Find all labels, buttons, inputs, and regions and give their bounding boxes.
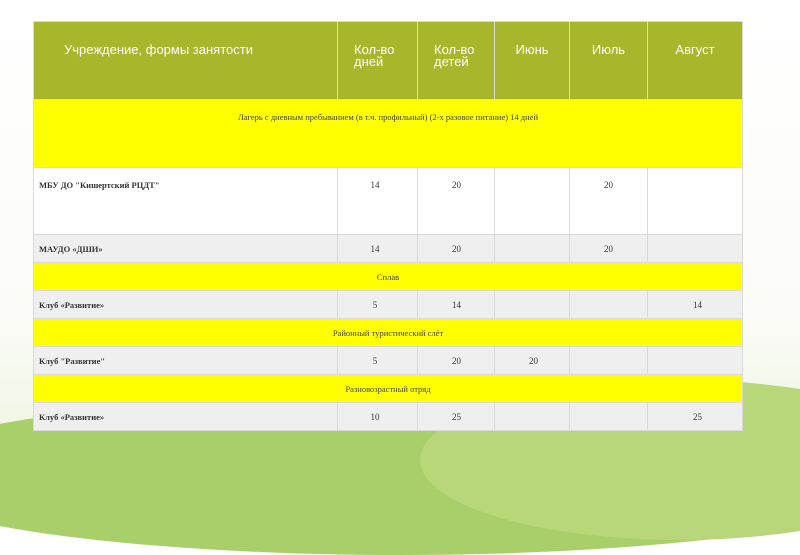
table-row xyxy=(34,403,743,431)
kids-value: 20 xyxy=(418,168,495,235)
july-value xyxy=(570,291,648,319)
institution-name: Клуб «Развитие» xyxy=(34,291,338,319)
header-days: Кол-во дней xyxy=(338,22,418,100)
section-title-mixed-age-squad: Разновозрастный отряд xyxy=(34,375,743,403)
institution-name: МАУДО «ДШИ» xyxy=(34,235,338,263)
institution-name: МБУ ДО "Кишертский РЦДТ" xyxy=(34,168,338,235)
institution-name: Клуб "Развитие" xyxy=(34,347,338,375)
section-row xyxy=(34,319,743,347)
august-value: 14 xyxy=(648,291,743,319)
days-value: 5 xyxy=(338,291,418,319)
header-june: Июнь xyxy=(495,22,570,100)
august-value xyxy=(648,168,743,235)
july-value: 20 xyxy=(570,235,648,263)
days-value: 10 xyxy=(338,403,418,431)
section-title-rafting: Сплав xyxy=(34,263,743,291)
header-kids: Кол-во детей xyxy=(418,22,495,100)
august-value: 25 xyxy=(648,403,743,431)
july-value: 20 xyxy=(570,168,648,235)
june-value xyxy=(495,403,570,431)
august-value xyxy=(648,347,743,375)
table-row xyxy=(34,168,743,235)
section-row xyxy=(34,100,743,168)
table-row xyxy=(34,347,743,375)
kids-value: 14 xyxy=(418,291,495,319)
july-value xyxy=(570,403,648,431)
june-value: 20 xyxy=(495,347,570,375)
header-august: Август xyxy=(648,22,743,100)
schedule-table xyxy=(33,21,743,431)
kids-value: 20 xyxy=(418,347,495,375)
header-row xyxy=(34,22,743,100)
june-value xyxy=(495,235,570,263)
header-july: Июль xyxy=(570,22,648,100)
section-title-camp: Лагерь с дневным пребыванием (в т.ч. профильный) (2-х разовое питание) 14 дней xyxy=(34,100,743,168)
section-row xyxy=(34,375,743,403)
section-row xyxy=(34,263,743,291)
august-value xyxy=(648,235,743,263)
institution-name: Клуб «Развитие» xyxy=(34,403,338,431)
june-value xyxy=(495,168,570,235)
section-title-tourist-rally: Районный туристический слёт xyxy=(34,319,743,347)
table-row xyxy=(34,235,743,263)
table-row xyxy=(34,291,743,319)
july-value xyxy=(570,347,648,375)
days-value: 14 xyxy=(338,168,418,235)
june-value xyxy=(495,291,570,319)
kids-value: 25 xyxy=(418,403,495,431)
days-value: 5 xyxy=(338,347,418,375)
kids-value: 20 xyxy=(418,235,495,263)
header-institution: Учреждение, формы занятости xyxy=(34,22,338,100)
days-value: 14 xyxy=(338,235,418,263)
